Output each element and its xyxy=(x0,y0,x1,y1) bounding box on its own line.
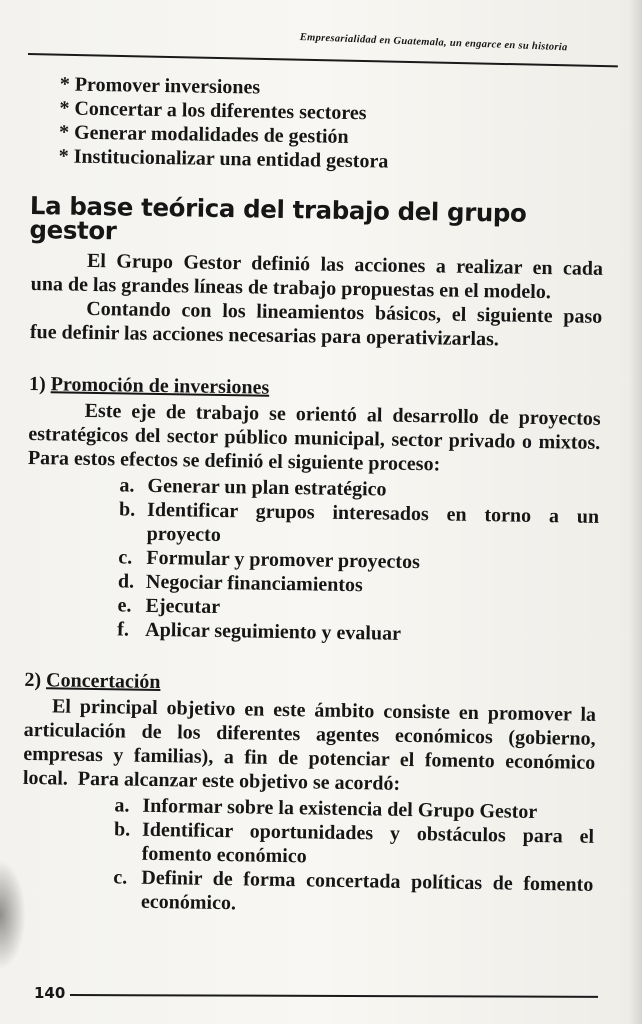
list-marker: a. xyxy=(119,474,135,497)
bullet-item: * Promover inversiones xyxy=(59,73,261,99)
list-item xyxy=(119,497,600,553)
paragraph-line: El principal objetivo en este ámbito consiste en promover la xyxy=(51,695,597,726)
item1-title: Promoción de inversiones xyxy=(50,373,270,399)
item2-title: Concertación xyxy=(45,669,161,694)
list-text: Aplicar seguimiento y evaluar xyxy=(145,618,402,645)
list-text: Ejecutar xyxy=(145,594,221,618)
item1-number: 1) xyxy=(28,372,46,396)
paragraph-line: estratégicos del sector público municipal, sector privado o mixtos. xyxy=(28,422,601,454)
list-text: Formular y promover proyectos xyxy=(146,546,421,574)
paragraph-line: una de las grandes líneas de trabajo propuestas en el modelo. xyxy=(30,272,552,304)
list-marker: b. xyxy=(113,818,131,841)
list-marker: d. xyxy=(117,570,135,593)
header-rule xyxy=(28,53,618,67)
list-text: Definir de forma concertada políticas de fomento económico. xyxy=(140,866,594,915)
running-head: Empresarialidad en Guatemala, un engarce en su historia xyxy=(299,32,568,54)
bullet-list xyxy=(58,72,605,177)
list-text: Identificar grupos interesados en torno a un proyecto xyxy=(146,498,600,546)
section-title: La base teórica del trabajo del grupo gestor xyxy=(29,190,527,246)
page-number: 140 xyxy=(34,984,66,1002)
page-body xyxy=(21,72,606,921)
list-marker: c. xyxy=(113,866,128,889)
list-text: Negociar financiamientos xyxy=(145,570,363,597)
item2-steps xyxy=(113,793,595,921)
bullet-item: * Generar modalidades de gestión xyxy=(58,121,349,148)
list-item xyxy=(113,865,594,921)
paragraph-line: Para estos efectos se definió el siguiente proceso: xyxy=(27,446,441,476)
list-item xyxy=(114,817,595,873)
list-text: Informar sobre la existencia del Grupo Gestor xyxy=(142,794,538,823)
bullet-item: * Institucionalizar una entidad gestora xyxy=(58,145,389,173)
paragraph-line: fue definir las acciones necesarias para operativizarlas. xyxy=(29,320,500,351)
paragraph-line: El Grupo Gestor definió las acciones a realizar en cada xyxy=(86,249,604,280)
list-marker: f. xyxy=(117,618,130,641)
item1-steps xyxy=(117,473,600,649)
list-marker: c. xyxy=(118,546,133,569)
paragraph-line: local. Para alcanzar este objetivo se acordó: xyxy=(22,766,401,795)
item2-number: 2) xyxy=(24,668,42,692)
page-right-edge xyxy=(628,0,642,1024)
paragraph-line: empresas y familias), a fin de potenciar el fomento económico xyxy=(23,742,596,774)
bullet-item: * Concertar a los diferentes sectores xyxy=(59,97,367,125)
list-marker: a. xyxy=(114,794,130,817)
paragraph-line: Contando con los lineamientos básicos, el siguiente paso xyxy=(86,297,603,328)
footer-rule xyxy=(70,994,598,998)
list-text: Identificar oportunidades y obstáculos para el fomento económico xyxy=(141,818,595,868)
paragraph-line: Este eje de trabajo se orientó al desarrollo de proyectos xyxy=(84,399,601,430)
list-text: Generar un plan estratégico xyxy=(147,474,387,501)
paragraph-line: articulación de los diferentes agentes económicos (gobierno, xyxy=(23,718,596,750)
list-marker: b. xyxy=(118,498,136,521)
list-marker: e. xyxy=(117,594,132,617)
